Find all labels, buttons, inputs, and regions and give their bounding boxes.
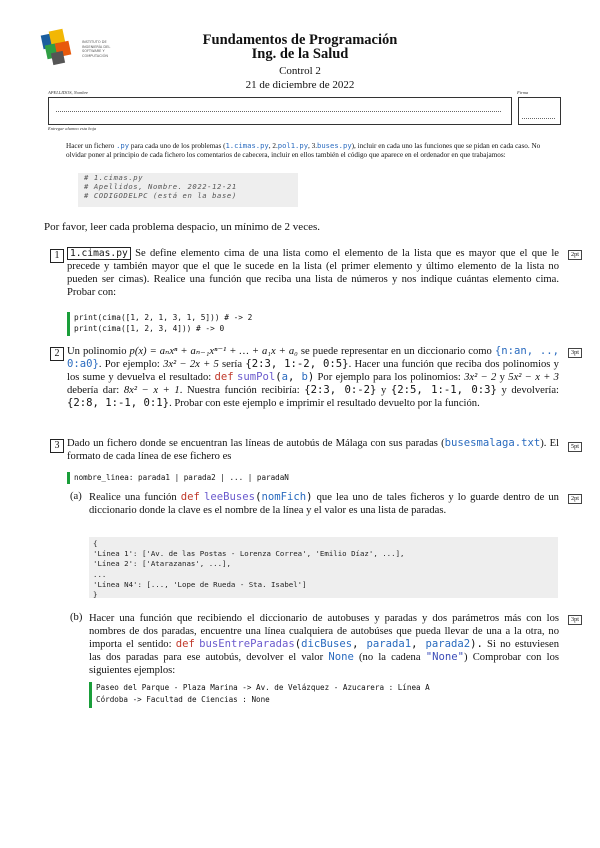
code-line: # Apellidos, Nombre. 2022-12-21 [84,182,237,191]
subquestion-b-points: 3pt [568,615,582,625]
signature-field[interactable] [518,97,561,125]
code-line: } [93,590,98,600]
subquestion-a-points: 2pt [568,494,582,504]
document-subtitle: Ing. de la Salud [251,46,349,62]
signature-label: Firma [517,90,529,95]
question-1-points: 2pt [568,250,582,260]
document-title: Fundamentos de Programación [202,32,398,48]
code-line: 'Línea 1': ['Av. de las Postas - Lorenza Correa', 'Emilio Díaz', ...], [93,549,405,559]
name-label: APELLIDOS, Nombre [48,90,89,95]
advice-text: Por favor, leer cada problema despacio, un mínimo de 2 veces. [44,221,320,233]
code-line: nombre_linea: parada1 | parada2 | ... | paradaN [74,473,289,482]
subquestion-a-text: Realice una función def leeBuses(nomFich) que lea uno de tales ficheros y lo guarde dentro de un diccionario donde la clave es el nombre de la línea y el valor es una lista de paradas. [89,491,559,516]
name-dotted-line [56,111,501,112]
code-line: print(cima([1, 2, 3, 4])) # -> 0 [74,324,225,333]
code-line: print(cima([1, 2, 1, 3, 1, 5])) # -> 2 [74,313,253,322]
code-line: # CODIGODELPC (está en la base) [84,191,237,200]
question-2-number: 2 [50,347,64,361]
code-line: Córdoba -> Facultad de Ciencias : None [96,695,270,704]
question-1-code [67,312,252,336]
signature-dotted-line [522,118,555,119]
subquestion-b-text: Hacer una función que recibiendo el diccionario de autobuses y paradas y dos parámetros más con los nombres de dos paradas, encuentre una línea cualquiera de autobúses que pueda llevar de una a la otra, no importa el sentido: def busEntreParadas(dicBuses, parada1, parada2). Si no estuviesen las dos paradas para ese autobús, devolver el valor None (no la cadena "None") Comprobar con los siguientes ejemplos: [89,613,559,676]
form-note: Entregar alumno esta hoja [48,126,97,131]
subquestion-a-code [89,537,558,598]
file-format-code [67,472,289,484]
question-1-number: 1 [50,249,64,263]
question-3-number: 3 [50,439,64,453]
code-line: ... [93,569,107,579]
question-3-text: Dado un fichero donde se encuentran las líneas de autobús de Málaga con sus paradas (busesmalaga.txt). El formato de cada línea de ese fichero es [67,437,559,462]
question-1-text: 1.cimas.py Se define elemento cima de una lista como el elemento de la lista que es mayor que el que le precede y también mayor que el que le sucede en la lista (el primer elemento y último elemento de la lista no pueden ser cimas). Realice una función que reciba una lista de números y nos indique cuántas elemento cima. Probar con: [67,248,559,298]
code-line: { [93,539,98,548]
code-line: 'Línea 2': ['Atarazanas', ...], [93,559,231,569]
exam-date: 21 de diciembre de 2022 [245,79,355,91]
question-3-points: 5pt [568,442,582,452]
subquestion-a-label: (a) [70,491,82,502]
subquestion-b-label: (b) [70,612,83,623]
code-line: Paseo del Parque - Plaza Marina -> Av. de Velázquez - Azucarera : Línea A [96,683,430,692]
subquestion-b-examples [89,682,430,708]
logo-text: INSTITUTO DE INGENIERÍA DEL SOFTWARE Y COMPUTACIÓN [82,40,111,58]
intro-paragraph: Hacer un fichero .py para cada uno de los problemas (1.cimas.py, 2.pol1.py, 3.buses.py), incluir en cada uno las funciones que se pidan en cada caso. No olvidar poner al principio de cada fichero los comentarios de cabecera, incluir en ellos también el código que aparece en el ordenador en que trabajamos: [66,141,541,159]
question-1-file: 1.cimas.py [67,247,131,260]
exam-name: Control 2 [279,65,321,77]
code-line: # 1.cimas.py [84,173,144,182]
question-2-points: 3pt [568,348,582,358]
question-2-text: Un polinomio p(x) = aₙxⁿ + aₙ₋₁xⁿ⁻¹ + … + a₁x + a₀ se puede representar en un diccionario como {n:an, .., 0:a0}. Por ejemplo: 3x² − 2x + 5 sería {2:3, 1:-2, 0:5}. Hacer una función que reciba dos polinomios y los sume y devuelva el resultado: def sumPol(a, b) Por ejemplo para los polinomios: 3x² − 2 y 5x² − x + 3 debería dar: 8x² − x + 1. Nuestra función recibiría: {2:3, 0:-2} y {2:5, 1:-1, 0:3} y devolvería: {2:8, 1:-1, 0:1}. Probar con este ejemplo e imprimir el resultado devuelto por la función. [67,345,559,409]
header-comment-code [78,173,298,207]
code-line: 'Línea N4': [..., 'Lope de Rueda - Sta. Isabel'] [93,579,307,589]
